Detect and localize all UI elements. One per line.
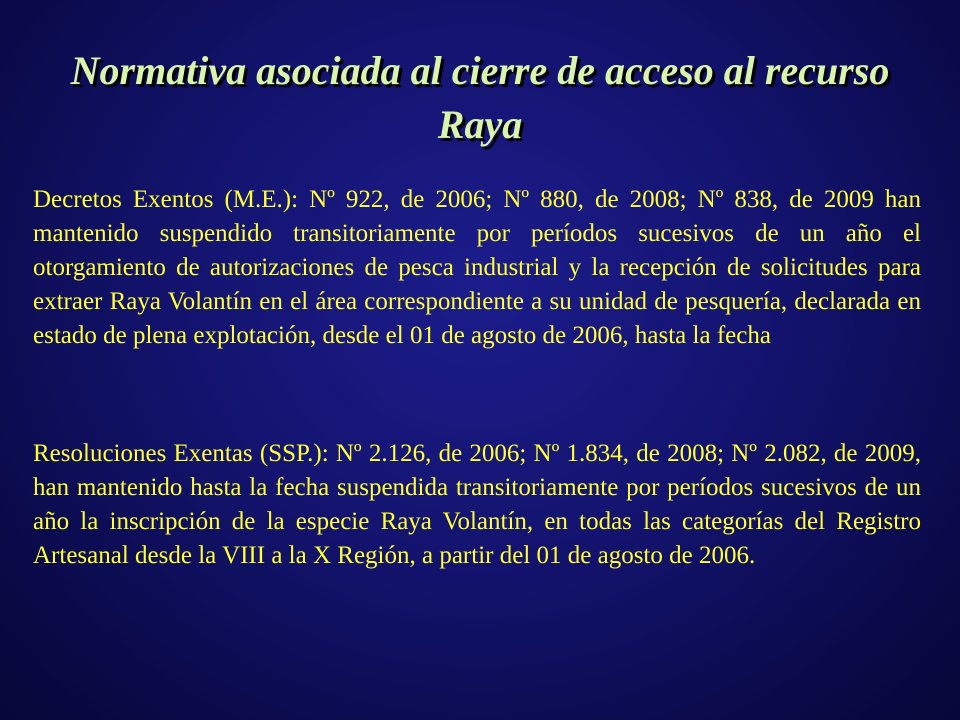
slide-title: Normativa asociada al cierre de acceso al recurso Raya: [70, 48, 890, 147]
paragraph-decretos-exentos: Decretos Exentos (M.E.): Nº 922, de 2006; Nº 880, de 2008; Nº 838, de 2009 han mantenido suspendido transitoriamente por períodos sucesivos de un año el otorgamiento de autorizaciones de pesca industrial y la recepción de solicitudes para extraer Raya Volantín en el área correspondiente a su unidad de pesquería, declarada en estado de plena explotación, desde el 01 de agosto de 2006, hasta la fecha: [33, 186, 921, 349]
paragraph-resoluciones-exentas: Resoluciones Exentas (SSP.): Nº 2.126, de 2006; Nº 1.834, de 2008; Nº 2.082, de 2009, han mantenido hasta la fecha suspendida transitoriamente por períodos sucesivos de un año la inscripción de la especie Raya Volantín, en todas las categorías del Registro Artesanal desde la VIII a la X Región, a partir del 01 de agosto de 2006.: [33, 440, 921, 569]
